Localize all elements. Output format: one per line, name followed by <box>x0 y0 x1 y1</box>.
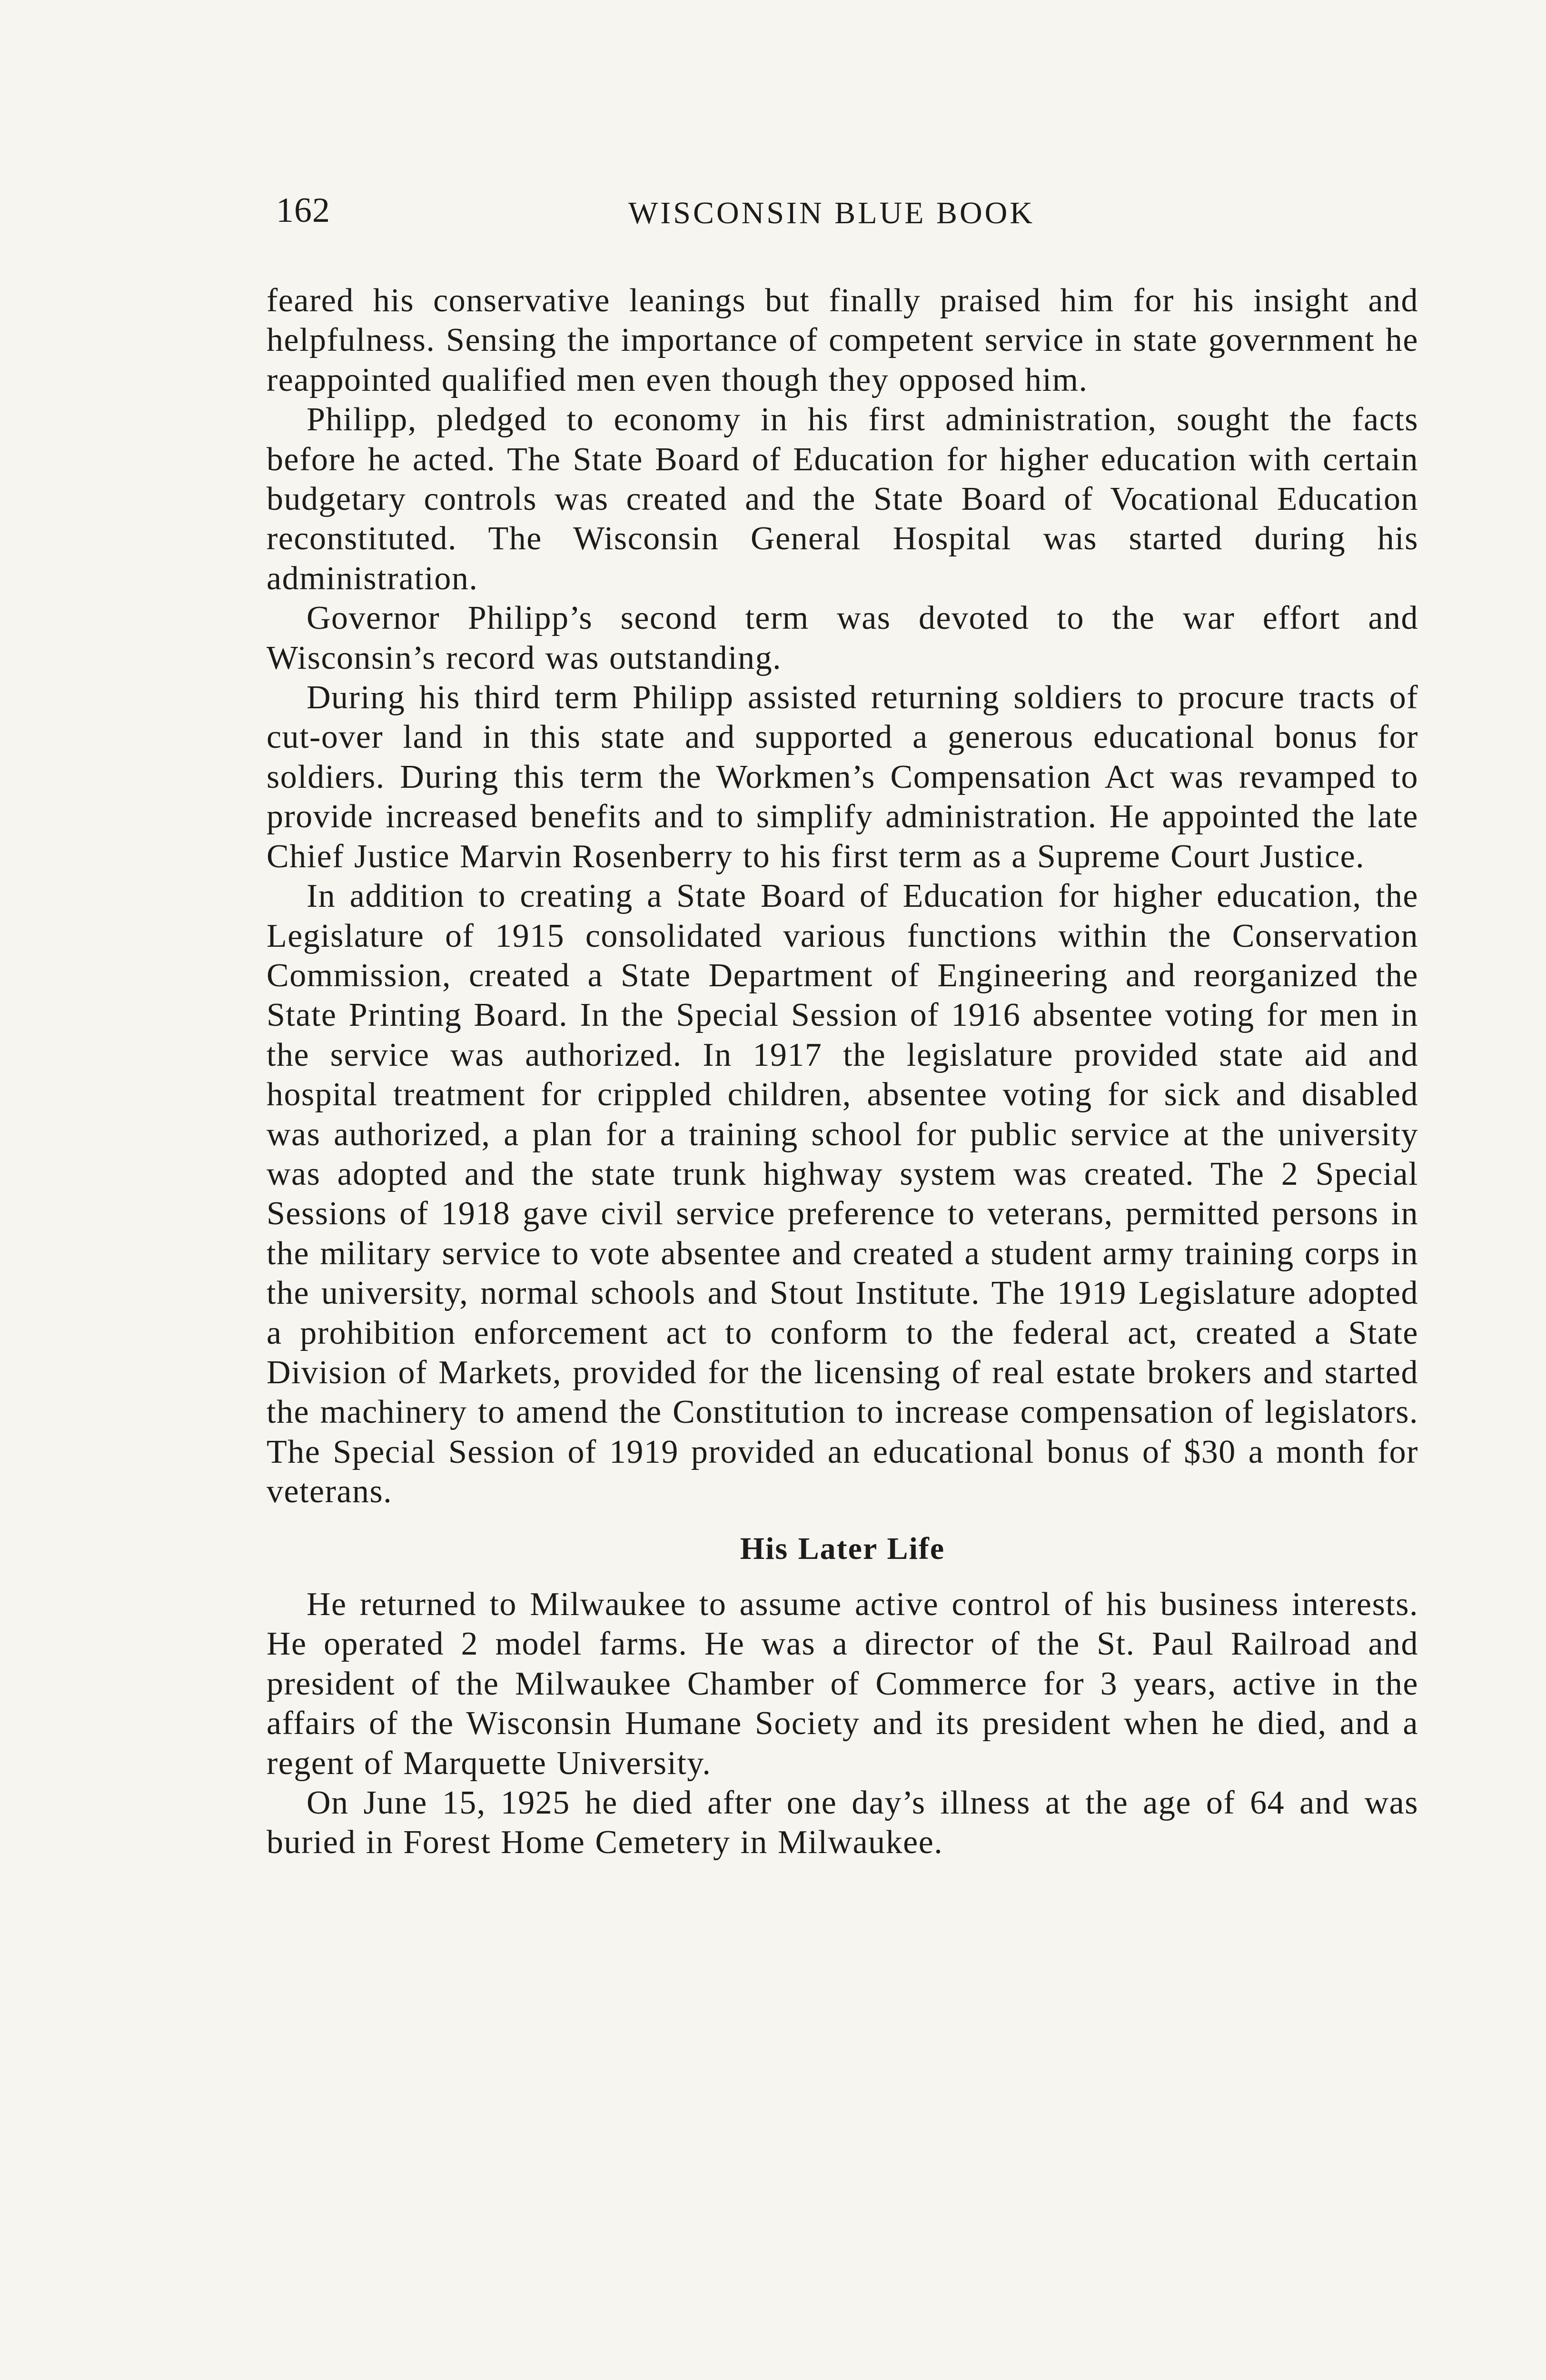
section-heading: His Later Life <box>740 1531 945 1566</box>
page-number: 162 <box>276 191 330 230</box>
paragraph-death: On June 15, 1925 he died after one day’s illness at the age of 64 and was buried in Forest Home Cemetery in Milwaukee. <box>267 1785 1418 1861</box>
paragraph-later-life: He returned to Milwaukee to assume active control of his business interests. He operated 2 model farms. He was a director of the St. Paul Railroad and president of the Milwaukee Chamber of Commerce for 3 years, active in the affairs of the Wisconsin Humane Society and its president when he died, and a regent of Marquette University. <box>267 1586 1418 1782</box>
paragraph-legislation: In addition to creating a State Board of Education for higher education, the Legislature of 1915 consolidated various functions within the Conservation Commission, created a State Department of Engineering and reorganized the State Printing Board. In the Special Session of 1916 absentee voting for men in the service was authorized. In 1917 the legislature provided state aid and hospital treatment for crippled children, absentee voting for sick and disabled was authorized, a plan for a training school for public service at the university was adopted and the state trunk highway system was created. The 2 Special Sessions of 1918 gave civil service preference to veterans, permitted persons in the military service to vote absentee and created a student army training corps in the university, normal schools and Stout Institute. The 1919 Legislature adopted a prohibition enforcement act to conform to the federal act, created a State Division of Markets, provided for the licensing of real estate brokers and started the machinery to amend the Constitution to increase compensation of legislators. The Special Session of 1919 provided an educational bonus of $30 a month for veterans. <box>267 878 1418 1510</box>
paragraph-second-term: Governor Philipp’s second term was devoted to the war effort and Wisconsin’s record was outstanding. <box>267 600 1418 676</box>
paragraph-continued: feared his conservative leanings but finally praised him for his insight and helpfulness. Sensing the importance of competent service in state government he reappointed qualified men even though they opposed him. <box>267 282 1418 398</box>
paragraph-first-administration: Philipp, pledged to economy in his first administration, sought the facts before he acted. The State Board of Education for higher education with certain budgetary controls was created and the State Board of Vocational Education reconstituted. The Wisconsin General Hospital was started during his administration. <box>267 401 1418 597</box>
body-text <box>267 281 1418 1863</box>
running-head <box>276 190 1423 243</box>
paragraph-third-term: During his third term Philipp assisted returning soldiers to procure tracts of cut-over land in this state and supported a generous educational bonus for soldiers. During this term the Workmen’s Compensation Act was revamped to provide increased benefits and to simplify administration. He appointed the late Chief Justice Marvin Rosenberry to his first term as a Supreme Court Justice. <box>267 679 1418 875</box>
book-title: WISCONSIN BLUE BOOK <box>628 196 1035 230</box>
